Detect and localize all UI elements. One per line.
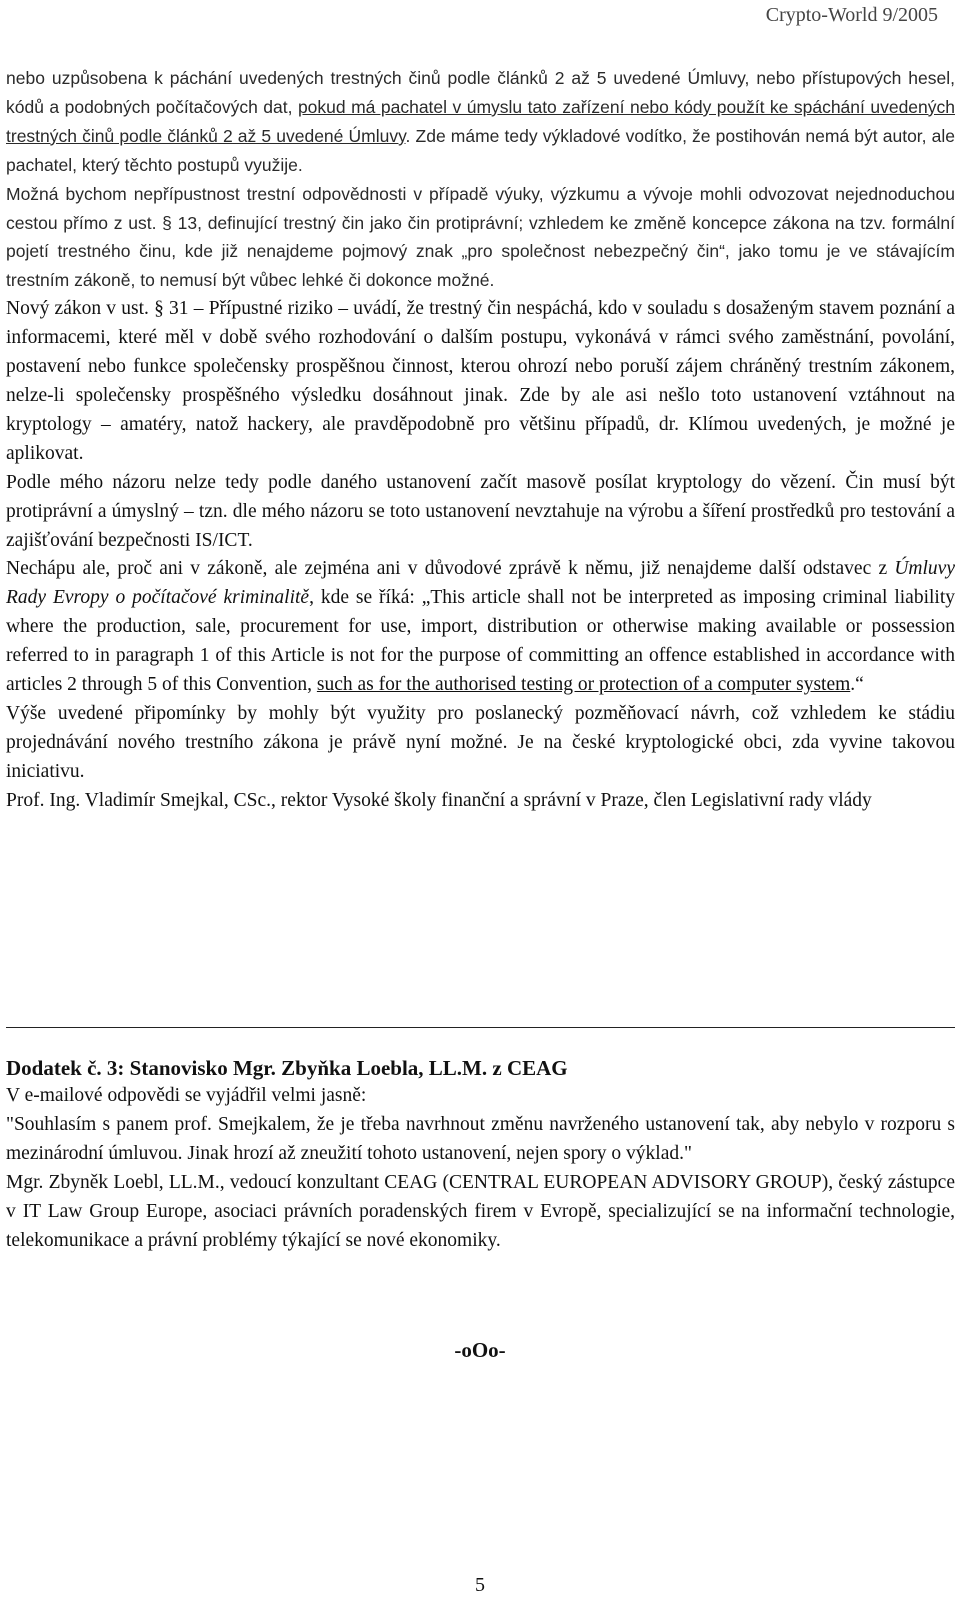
appendix-section	[6, 1054, 955, 1255]
paragraph-opinion: Podle mého názoru nelze tedy podle daného ustanovení začít masově posílat kryptology do vězení. Čin musí být protiprávní a úmyslný – tzn. dle mého názoru se toto ustanovení nevztahuje na výrobu a šíření prostředků pro testování a zajišťování bezpečnosti IS/ICT.	[6, 471, 955, 551]
appendix-heading: Dodatek č. 3: Stanovisko Mgr. Zbyňka Loebla, LL.M. z CEAG	[6, 1056, 568, 1080]
appendix-signature: Mgr. Zbyněk Loebl, LL.M., vedoucí konzultant CEAG (CENTRAL EUROPEAN ADVISORY GROUP), český zástupce v IT Law Group Europe, asociaci právních poradenských firem v Evropě, specializující se na informační technologie, telekomunikace a právní problémy týkající se nové ekonomiky.	[6, 1171, 955, 1251]
paragraph-proposal: Výše uvedené připomínky by mohly být využity pro poslanecký pozměňovací návrh, což vzhledem ke stádiu projednávání nového trestního zákona je právě nyní možné. Je na české kryptologické obci, zda vyvine takovou iniciativu.	[6, 702, 955, 782]
underlined-quote-clause: such as for the authorised testing or protection of a computer system	[316, 674, 851, 696]
paragraph-liability: Možná bychom nepřípustnost trestní odpovědnosti v případě výuky, výzkumu a vývoje mohli odvozovat nejednoduchou cestou přímo z ust. § 13, definující trestný čin jako čin protiprávní; vzhledem ke změně koncepce zákona na tzv. formální pojetí trestného činu, kde již nenajdeme pojmový znak „pro společnost nebezpečný čin“, jako tomu je ve stávajícím trestním zákoně, to nemusí být vůbec lehké či dokonce možné.	[6, 183, 955, 291]
appendix-quote: "Souhlasím s panem prof. Smejkalem, že je třeba navrhnout změnu navrženého ustanovení tak, aby nebylo v rozporu s mezinárodní úmluvou. Jinak hrozí až zneužití tohoto ustanovení, nejen spory o výklad."	[6, 1113, 955, 1164]
paragraph-text: Nechápu ale, proč ani v zákoně, ale zejména ani v důvodové zprávě k němu, již nenajdeme další odstavec z	[6, 558, 895, 580]
paragraph-convention-quote	[6, 555, 955, 700]
article-body	[6, 64, 955, 816]
author-signature: Prof. Ing. Vladimír Smejkal, CSc., rektor Vysoké školy finanční a správní v Praze, člen Legislativní rady vlády	[6, 789, 872, 811]
appendix-intro: V e-mailové odpovědi se vyjádřil velmi jasně:	[6, 1085, 367, 1106]
page-number: 5	[475, 1574, 485, 1596]
paragraph-text: nebo uzpůsobena k páchání uvedených trestných činů podle článků 2 až 5 uvedené Úmluvy, nebo přístupových hesel, kódů a podobných počítačových dat,	[6, 68, 955, 117]
quote-end: .“	[850, 674, 864, 696]
underlined-intent-clause: pokud má pachatel v úmyslu tato zařízení nebo kódy použít ke spáchání uvedených trestných činů podle článků 2 až 5 uvedené Úmluvy	[6, 96, 955, 146]
end-mark: -oOo-	[454, 1338, 506, 1362]
paragraph-text: . Zde máme tedy výkladové vodítko, že postihován nemá být autor, ale pachatel, který těchto postupů využije.	[6, 125, 955, 175]
paragraph-permissible-risk: Nový zákon v ust. § 31 – Přípustné riziko – uvádí, že trestný čin nespáchá, kdo v souladu s dosaženým stavem poznání a informacemi, které měl v době svého rozhodování o dalším postupu, vykonává v rámci svého zaměstnání, povolání, postavení nebo funkce společensky prospěšnou činnost, kterou ohrozí nebo poruší zájem chráněný trestním zákonem, nelze-li společensky prospěšného výsledku dosáhnout jinak. Zde by ale asi nešlo toto ustanovení vztáhnout na kryptology – amatéry, natož hackery, ale pravděpodobně pro většinu případů, dr. Klímou uvedených, je možné je aplikovat.	[6, 298, 955, 464]
running-header: Crypto-World 9/2005	[765, 4, 938, 26]
quote-text: , kde se říká: „This article shall not be interpreted as imposing criminal liability where the production, sale, procurement for use, import, distribution or otherwise making available or possession referred to in paragraph 1 of this Article is not for the purpose of committing an offence established in accordance with articles 2 through 5 of this Convention,	[6, 587, 955, 696]
paragraph-convention-tools	[6, 64, 955, 180]
horizontal-divider	[6, 1027, 955, 1028]
convention-title: Úmluvy Rady Evropy o počítačové kriminalitě	[6, 558, 955, 609]
